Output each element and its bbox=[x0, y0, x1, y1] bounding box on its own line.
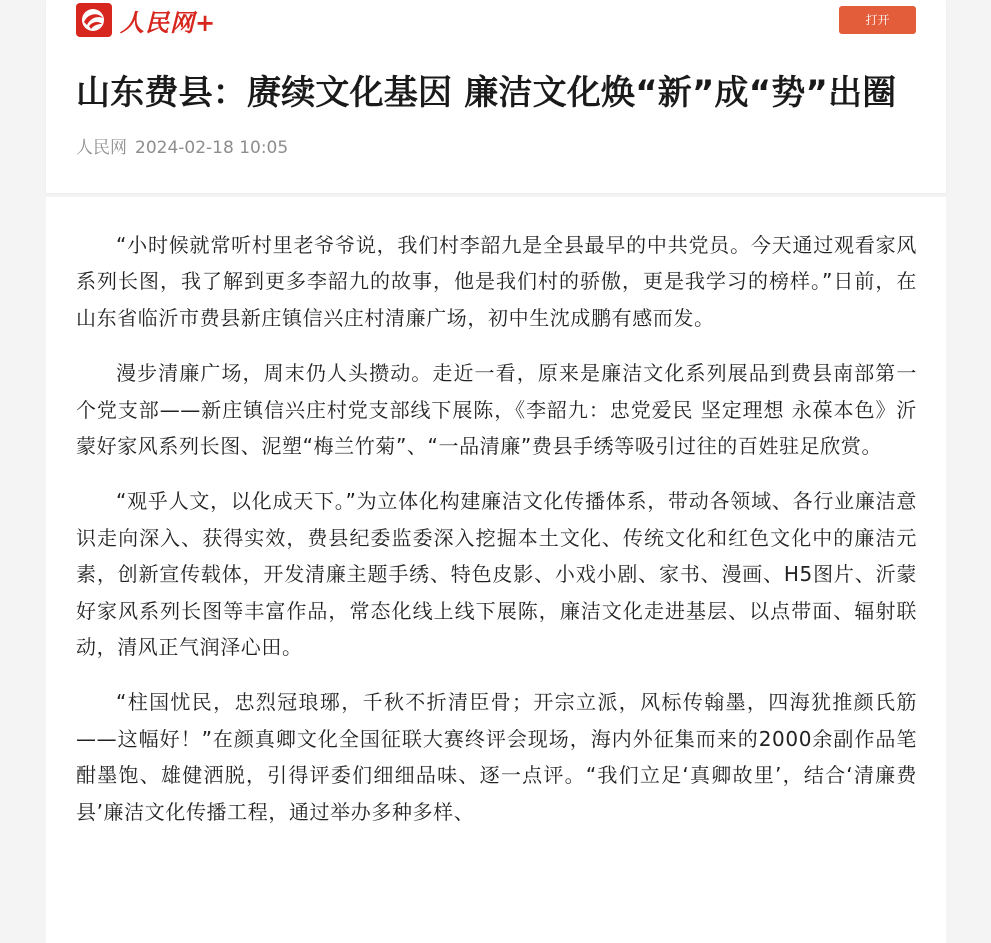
top-bar bbox=[76, 2, 916, 38]
article-paragraph: “小时候就常听村里老爷爷说，我们村李韶九是全县最早的中共党员。今天通过观看家风系列长图，我了解到更多李韶九的故事，他是我们村的骄傲，更是我学习的榜样。”日前，在山东省临沂市费县新庄镇信兴庄村清廉广场，初中生沈成鹏有感而发。 bbox=[76, 233, 917, 330]
article-date: 2024-02-18 10:05 bbox=[135, 138, 289, 158]
people-daily-logo-icon bbox=[76, 3, 112, 37]
article-paragraph: 漫步清廉广场，周末仍人头攒动。走近一看，原来是廉洁文化系列展品到费县南部第一个党支部——新庄镇信兴庄村党支部线下展陈，《李韶九：忠党爱民 坚定理想 永葆本色》沂蒙好家风系列长图、泥塑“梅兰竹菊”、“一品清廉”费县手绣等吸引过往的百姓驻足欣赏。 bbox=[76, 361, 917, 459]
article-paragraph: “观乎人文，以化成天下。”为立体化构建廉洁文化传播体系，带动各领域、各行业廉洁意识走向深入、获得实效，费县纪委监委深入挖掘本土文化、传统文化和红色文化中的廉洁元素，创新宣传载体，开发清廉主题手绣、特色皮影、小戏小剧、家书、漫画、H5图片、沂蒙好家风系列长图等丰富作品，常态化线上线下展陈，廉洁文化走进基层、以点带面、辐射联动，清风正气润泽心田。 bbox=[76, 489, 917, 660]
article-header bbox=[46, 0, 946, 193]
article-title: 山东费县：赓续文化基因 廉洁文化焕“新”成“势”出圈 bbox=[76, 73, 897, 113]
open-app-button[interactable]: 打开 bbox=[839, 6, 916, 34]
app-logo[interactable] bbox=[76, 2, 216, 38]
article-body bbox=[76, 227, 917, 849]
logo-text: 人民网+ bbox=[120, 7, 217, 37]
article-paragraph: “柱国忧民，忠烈冠琅琊，千秋不折清臣骨；开宗立派，风标传翰墨，四海犹推颜氏筋——这幅好！”在颜真卿文化全国征联大赛终评会现场，海内外征集而来的2000余副作品笔酣墨饱、雄健洒脱，引得评委们细细品味、逐一点评。“我们立足‘真卿故里’，结合‘清廉费县’廉洁文化传播工程，通过举办多种多样、 bbox=[76, 690, 917, 824]
article-content bbox=[46, 197, 946, 943]
article-meta bbox=[76, 136, 288, 160]
article-source: 人民网 bbox=[76, 138, 127, 158]
